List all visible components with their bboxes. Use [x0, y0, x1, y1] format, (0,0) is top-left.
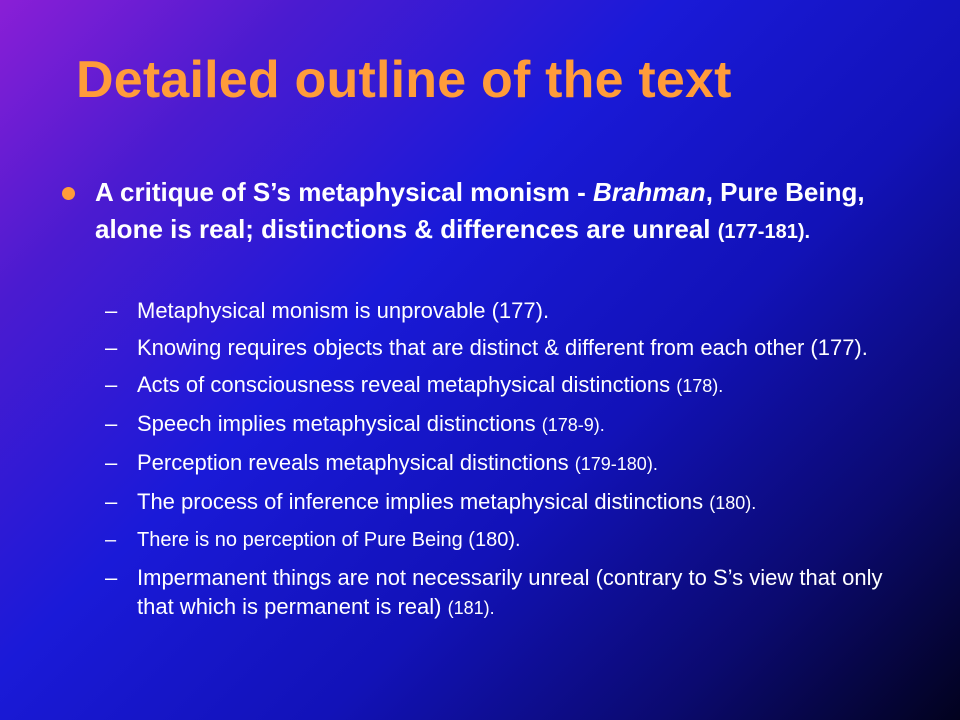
subpoint-text: Acts of consciousness reveal metaphysical distinctions	[137, 372, 677, 397]
subpoint	[105, 333, 905, 362]
subpoint-page-ref: (180).	[709, 493, 757, 513]
subpoint-text: Perception reveals metaphysical distinctions	[137, 450, 575, 475]
subpoint	[105, 296, 905, 325]
dash-icon: –	[105, 565, 118, 590]
dash-icon: –	[105, 411, 118, 436]
subpoint-text: Speech implies metaphysical distinctions	[137, 411, 542, 436]
subpoint-text: There is no perception of Pure Being (180).	[137, 529, 521, 551]
subpoint-text: Impermanent things are not necessarily unreal (contrary to S’s view that only that which is permanent is real)	[137, 565, 883, 619]
dash-icon: –	[105, 529, 117, 551]
subpoint	[105, 487, 905, 518]
subpoint	[105, 370, 905, 401]
dash-icon: –	[105, 298, 118, 323]
subpoint-page-ref: (181).	[447, 598, 495, 618]
subpoint-list	[105, 296, 905, 631]
subpoint-text: Metaphysical monism is unprovable (177).	[137, 298, 550, 323]
subpoint	[105, 563, 905, 623]
dash-icon: –	[105, 489, 118, 514]
subpoint-page-ref: (178).	[676, 376, 724, 396]
subpoint	[105, 409, 905, 440]
subpoint	[105, 526, 905, 555]
main-bullet-text-start: A critique of S’s metaphysical monism -	[95, 177, 593, 207]
subpoint-text: The process of inference implies metaphysical distinctions	[137, 489, 710, 514]
subpoint-text: Knowing requires objects that are distinct & different from each other (177).	[137, 335, 868, 360]
main-bullet-text	[95, 174, 912, 251]
dash-icon: –	[105, 335, 118, 360]
slide-title: Detailed outline of the text	[76, 51, 732, 109]
main-bullet	[62, 174, 912, 251]
main-bullet-text-end: , Pure Being, alone is real; distinctions & differences are unreal	[95, 177, 865, 244]
bullet-dot-icon	[62, 187, 75, 200]
subpoint-page-ref: (179-180).	[574, 454, 658, 474]
main-bullet-page-ref: (177-181).	[717, 221, 811, 243]
main-bullet-italic-term: Brahman	[592, 177, 706, 207]
dash-icon: –	[105, 450, 118, 475]
subpoint	[105, 448, 905, 479]
subpoint-page-ref: (178-9).	[541, 415, 605, 435]
dash-icon: –	[105, 372, 118, 397]
